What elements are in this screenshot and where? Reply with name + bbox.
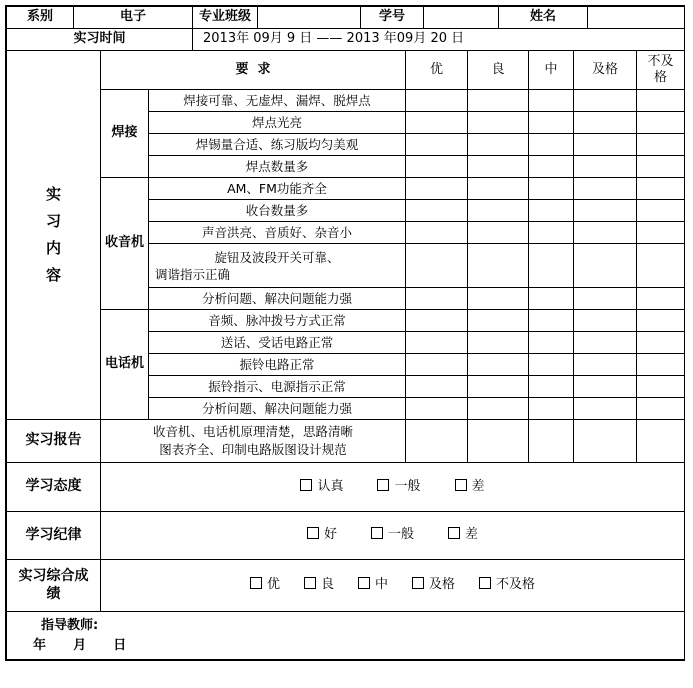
- attitude-options: [101, 463, 685, 512]
- grade-cell[interactable]: [406, 398, 468, 420]
- requirement-text: 焊接可靠、无虚焊、漏焊、脱焊点: [149, 90, 406, 112]
- grade-cell[interactable]: [574, 134, 637, 156]
- checkbox-icon[interactable]: [479, 577, 491, 589]
- grade-cell[interactable]: [406, 332, 468, 354]
- grade-cell[interactable]: [574, 398, 637, 420]
- grade-cell[interactable]: [574, 112, 637, 134]
- grade-cell[interactable]: [468, 288, 529, 310]
- grade-cell[interactable]: [529, 178, 574, 200]
- time-value: 2013年 09月 9 日 —— 2013 年09月 20 日: [193, 29, 685, 51]
- grade-cell[interactable]: [468, 354, 529, 376]
- overall-grade-label: 实习综合成绩: [7, 560, 101, 612]
- discipline-options: [101, 512, 685, 560]
- requirement-text: 焊点数量多: [149, 156, 406, 178]
- grade-cell[interactable]: [637, 310, 685, 332]
- name-input-cell[interactable]: [588, 7, 685, 29]
- checkbox-icon[interactable]: [371, 527, 383, 539]
- grade-cell[interactable]: [468, 222, 529, 244]
- grade-header-pass: 及格: [574, 51, 637, 90]
- grade-cell[interactable]: [468, 200, 529, 222]
- grade-cell[interactable]: [637, 398, 685, 420]
- grade-cell[interactable]: [637, 332, 685, 354]
- requirement-text: 收台数量多: [149, 200, 406, 222]
- grade-cell[interactable]: [529, 288, 574, 310]
- attitude-option-poor: 差: [455, 479, 485, 495]
- attitude-label: 学习态度: [7, 463, 101, 512]
- signature-cell: [7, 612, 685, 660]
- grade-cell[interactable]: [468, 156, 529, 178]
- grade-cell[interactable]: [529, 200, 574, 222]
- grade-cell[interactable]: [574, 310, 637, 332]
- checkbox-icon[interactable]: [455, 479, 467, 491]
- requirement-text: 振铃指示、电源指示正常: [149, 376, 406, 398]
- grade-cell[interactable]: [406, 244, 468, 288]
- checkbox-icon[interactable]: [307, 527, 319, 539]
- grade-cell[interactable]: [637, 178, 685, 200]
- grade-cell[interactable]: [574, 244, 637, 288]
- dept-value: 电子: [74, 7, 193, 29]
- section-label-radio: 收音机: [101, 178, 149, 310]
- grade-cell[interactable]: [637, 354, 685, 376]
- grade-cell[interactable]: [574, 332, 637, 354]
- date-fill-line: 年 月 日: [33, 637, 127, 653]
- grade-cell[interactable]: [574, 90, 637, 112]
- grade-cell[interactable]: [574, 156, 637, 178]
- grade-cell[interactable]: [637, 222, 685, 244]
- grade-cell[interactable]: [529, 332, 574, 354]
- report-line-2: 图表齐全、印制电路版图设计规范: [159, 442, 347, 457]
- content-table: [6, 50, 685, 420]
- grade-cell[interactable]: [406, 222, 468, 244]
- requirement-line-1: 旋钮及波段开关可靠、: [214, 249, 340, 265]
- requirement-text: 声音洪亮、音质好、杂音小: [149, 222, 406, 244]
- name-label: 姓名: [499, 7, 588, 29]
- overall-grade-options: [101, 560, 685, 612]
- grade-cell[interactable]: [406, 178, 468, 200]
- checkbox-icon[interactable]: [358, 577, 370, 589]
- requirement-text: 焊锡量合适、练习版均匀美观: [149, 134, 406, 156]
- grade-cell[interactable]: [468, 420, 529, 463]
- requirement-text: AM、FM功能齐全: [149, 178, 406, 200]
- grade-cell[interactable]: [406, 112, 468, 134]
- student-id-label: 学号: [361, 7, 424, 29]
- grade-cell[interactable]: [529, 398, 574, 420]
- grade-cell[interactable]: [637, 134, 685, 156]
- class-label: 专业班级: [193, 7, 258, 29]
- overall-option-medium: 中: [358, 577, 388, 593]
- time-row-table: [6, 28, 685, 51]
- grade-cell[interactable]: [468, 332, 529, 354]
- grade-cell[interactable]: [406, 156, 468, 178]
- grade-cell[interactable]: [529, 310, 574, 332]
- grade-cell[interactable]: [406, 288, 468, 310]
- grade-cell[interactable]: [574, 222, 637, 244]
- checkbox-icon[interactable]: [250, 577, 262, 589]
- grade-cell[interactable]: [468, 134, 529, 156]
- identity-row-table: [6, 6, 685, 29]
- grade-cell[interactable]: [468, 310, 529, 332]
- grade-cell[interactable]: [529, 222, 574, 244]
- requirement-text-two-line: [149, 244, 406, 288]
- grade-cell[interactable]: [637, 112, 685, 134]
- overall-option-good: 良: [304, 577, 334, 593]
- grade-cell[interactable]: [637, 244, 685, 288]
- student-id-input-cell[interactable]: [424, 7, 499, 29]
- grade-cell[interactable]: [406, 376, 468, 398]
- requirement-text: 分析问题、解决问题能力强: [149, 398, 406, 420]
- section-label-soldering: 焊接: [101, 90, 149, 178]
- report-line-1: 收音机、电话机原理清楚，思路清晰: [152, 424, 353, 439]
- grade-cell[interactable]: [468, 398, 529, 420]
- grade-cell[interactable]: [529, 354, 574, 376]
- grade-cell[interactable]: [637, 200, 685, 222]
- requirement-text: 振铃电路正常: [149, 354, 406, 376]
- requirement-text: 音频、脉冲拨号方式正常: [149, 310, 406, 332]
- discipline-option-good: 好: [307, 527, 337, 543]
- overall-option-pass: 及格: [412, 577, 455, 593]
- grade-cell[interactable]: [468, 376, 529, 398]
- grade-cell[interactable]: [574, 288, 637, 310]
- checkbox-icon[interactable]: [304, 577, 316, 589]
- grade-cell[interactable]: [574, 200, 637, 222]
- requirement-text: 分析问题、解决问题能力强: [149, 288, 406, 310]
- grade-cell[interactable]: [637, 156, 685, 178]
- grade-cell[interactable]: [468, 112, 529, 134]
- grade-cell[interactable]: [468, 244, 529, 288]
- grade-cell[interactable]: [637, 420, 685, 463]
- grade-header-fail: 不及格: [637, 51, 685, 90]
- grade-cell[interactable]: [406, 420, 468, 463]
- checkbox-icon[interactable]: [412, 577, 424, 589]
- section-label-telephone: 电话机: [101, 310, 149, 420]
- discipline-option-poor: 差: [448, 527, 478, 543]
- grade-cell[interactable]: [529, 90, 574, 112]
- content-label-cell: [7, 51, 101, 420]
- grade-cell[interactable]: [637, 376, 685, 398]
- grade-cell[interactable]: [574, 420, 637, 463]
- checkbox-icon[interactable]: [300, 479, 312, 491]
- grade-cell[interactable]: [637, 90, 685, 112]
- report-requirement: [101, 420, 406, 463]
- report-row-table: [6, 419, 685, 463]
- checkbox-icon[interactable]: [377, 479, 389, 491]
- attitude-option-serious: 认真: [300, 479, 343, 495]
- grade-cell[interactable]: [637, 288, 685, 310]
- discipline-option-average: 一般: [371, 527, 414, 543]
- dept-label: 系别: [7, 7, 74, 29]
- grade-header-excellent: 优: [406, 51, 468, 90]
- grade-cell[interactable]: [574, 376, 637, 398]
- overall-option-excellent: 优: [250, 577, 280, 593]
- grade-cell[interactable]: [529, 420, 574, 463]
- grade-cell[interactable]: [406, 134, 468, 156]
- evaluation-rows-table: [6, 462, 685, 612]
- grade-cell[interactable]: [406, 90, 468, 112]
- grade-header-medium: 中: [529, 51, 574, 90]
- content-label: 实习内容: [45, 185, 61, 284]
- requirement-line-2: 调谐指示正确: [155, 266, 231, 282]
- grade-cell[interactable]: [468, 90, 529, 112]
- grade-cell[interactable]: [529, 134, 574, 156]
- overall-option-fail: 不及格: [479, 577, 535, 593]
- time-label: 实习时间: [7, 29, 193, 51]
- discipline-label: 学习纪律: [7, 512, 101, 560]
- grade-cell[interactable]: [529, 156, 574, 178]
- grade-cell[interactable]: [529, 112, 574, 134]
- grade-cell[interactable]: [529, 376, 574, 398]
- grade-cell[interactable]: [574, 178, 637, 200]
- grade-cell[interactable]: [406, 354, 468, 376]
- grade-header-good: 良: [468, 51, 529, 90]
- requirement-text: 送话、受话电路正常: [149, 332, 406, 354]
- class-input-cell[interactable]: [258, 7, 361, 29]
- requirement-text: 焊点光亮: [149, 112, 406, 134]
- grade-cell[interactable]: [529, 244, 574, 288]
- report-label: 实习报告: [7, 420, 101, 463]
- teacher-signature-label: 指导教师:: [41, 617, 99, 633]
- signature-row-table: [6, 611, 685, 660]
- grade-cell[interactable]: [406, 200, 468, 222]
- requirement-header: 要 求: [101, 51, 406, 90]
- evaluation-form: [5, 5, 685, 661]
- grade-cell[interactable]: [574, 354, 637, 376]
- checkbox-icon[interactable]: [448, 527, 460, 539]
- grade-cell[interactable]: [468, 178, 529, 200]
- grade-cell[interactable]: [406, 310, 468, 332]
- attitude-option-average: 一般: [377, 479, 420, 495]
